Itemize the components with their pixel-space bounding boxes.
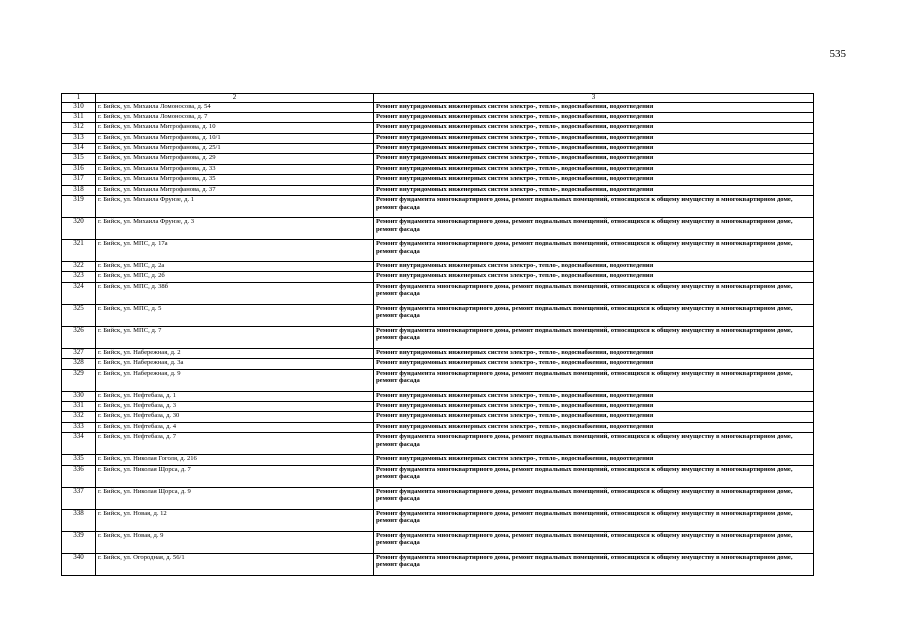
row-number-cell: 311 (62, 112, 96, 122)
row-number-cell: 328 (62, 359, 96, 369)
row-number-cell: 313 (62, 133, 96, 143)
row-number-cell: 312 (62, 123, 96, 133)
work-type-cell: Ремонт фундамента многоквартирного дома, ремонт подвальных помещений, относящихся к общему имуществу в многоквартирном доме, ремонт фасада (374, 531, 814, 553)
row-number-cell: 310 (62, 102, 96, 112)
table-row (62, 531, 814, 553)
address-cell: г. Бийск, ул. МПС, д. 2а (96, 262, 374, 272)
row-number-cell: 324 (62, 282, 96, 304)
table-header-row (62, 94, 814, 103)
row-number-cell: 332 (62, 412, 96, 422)
row-number-cell: 323 (62, 272, 96, 282)
work-type-cell: Ремонт внутридомовых инженерных систем электро-, тепло-, водоснабжения, водоотведения (374, 391, 814, 401)
work-type-cell: Ремонт фундамента многоквартирного дома, ремонт подвальных помещений, относящихся к общему имуществу в многоквартирном доме, ремонт фасада (374, 326, 814, 348)
table-row (62, 144, 814, 154)
address-cell: г. Бийск, ул. Михаила Митрофанова, д. 10 (96, 123, 374, 133)
work-type-cell: Ремонт внутридомовых инженерных систем электро-, тепло-, водоснабжения, водоотведения (374, 164, 814, 174)
address-cell: г. Бийск, ул. Михаила Фрунзе, д. 1 (96, 196, 374, 218)
address-cell: г. Бийск, ул. Нефтебаза, д. 30 (96, 412, 374, 422)
table-row (62, 509, 814, 531)
row-number-cell: 335 (62, 455, 96, 465)
work-type-cell: Ремонт фундамента многоквартирного дома, ремонт подвальных помещений, относящихся к общему имуществу в многоквартирном доме, ремонт фасада (374, 509, 814, 531)
table-row (62, 133, 814, 143)
address-cell: г. Бийск, ул. Набережная, д. 3а (96, 359, 374, 369)
work-type-cell: Ремонт фундамента многоквартирного дома, ремонт подвальных помещений, относящихся к общему имуществу в многоквартирном доме, ремонт фасада (374, 553, 814, 575)
work-type-cell: Ремонт фундамента многоквартирного дома, ремонт подвальных помещений, относящихся к общему имуществу в многоквартирном доме, ремонт фасада (374, 487, 814, 509)
address-cell: г. Бийск, ул. Новая, д. 12 (96, 509, 374, 531)
row-number-cell: 317 (62, 175, 96, 185)
work-type-cell: Ремонт фундамента многоквартирного дома, ремонт подвальных помещений, относящихся к общему имуществу в многоквартирном доме, ремонт фасада (374, 218, 814, 240)
table-row (62, 412, 814, 422)
work-type-cell: Ремонт внутридомовых инженерных систем электро-, тепло-, водоснабжения, водоотведения (374, 348, 814, 358)
address-cell: г. Бийск, ул. Михаила Митрофанова, д. 25/1 (96, 144, 374, 154)
column-header-work: 3 (374, 94, 814, 103)
work-type-cell: Ремонт внутридомовых инженерных систем электро-, тепло-, водоснабжения, водоотведения (374, 144, 814, 154)
work-type-cell: Ремонт фундамента многоквартирного дома, ремонт подвальных помещений, относящихся к общему имуществу в многоквартирном доме, ремонт фасада (374, 369, 814, 391)
repair-table-container (61, 93, 813, 576)
address-cell: г. Бийск, ул. Нефтебаза, д. 4 (96, 422, 374, 432)
repair-table (61, 93, 814, 576)
address-cell: г. Бийск, ул. МПС, д. 7 (96, 326, 374, 348)
table-row (62, 240, 814, 262)
work-type-cell: Ремонт внутридомовых инженерных систем электро-, тепло-, водоснабжения, водоотведения (374, 123, 814, 133)
page-number: 535 (829, 48, 846, 60)
row-number-cell: 339 (62, 531, 96, 553)
address-cell: г. Бийск, ул. Михаила Митрофанова, д. 37 (96, 185, 374, 195)
table-row (62, 455, 814, 465)
address-cell: г. Бийск, ул. Михаила Ломоносова, д. 54 (96, 102, 374, 112)
table-row (62, 282, 814, 304)
work-type-cell: Ремонт внутридомовых инженерных систем электро-, тепло-, водоснабжения, водоотведения (374, 412, 814, 422)
address-cell: г. Бийск, ул. Михаила Митрофанова, д. 10/1 (96, 133, 374, 143)
address-cell: г. Бийск, ул. Николая Щорса, д. 7 (96, 465, 374, 487)
table-row (62, 304, 814, 326)
address-cell: г. Бийск, ул. МПС, д. 17а (96, 240, 374, 262)
column-header-number: 1 (62, 94, 96, 103)
table-row (62, 112, 814, 122)
table-row (62, 553, 814, 575)
address-cell: г. Бийск, ул. Михаила Митрофанова, д. 29 (96, 154, 374, 164)
address-cell: г. Бийск, ул. Нефтебаза, д. 7 (96, 433, 374, 455)
row-number-cell: 318 (62, 185, 96, 195)
address-cell: г. Бийск, ул. Михаила Митрофанова, д. 35 (96, 175, 374, 185)
row-number-cell: 337 (62, 487, 96, 509)
table-row (62, 465, 814, 487)
address-cell: г. Бийск, ул. МПС, д. 2б (96, 272, 374, 282)
table-row (62, 487, 814, 509)
work-type-cell: Ремонт внутридомовых инженерных систем электро-, тепло-, водоснабжения, водоотведения (374, 401, 814, 411)
work-type-cell: Ремонт внутридомовых инженерных систем электро-, тепло-, водоснабжения, водоотведения (374, 154, 814, 164)
work-type-cell: Ремонт внутридомовых инженерных систем электро-, тепло-, водоснабжения, водоотведения (374, 359, 814, 369)
table-row (62, 433, 814, 455)
address-cell: г. Бийск, ул. Набережная, д. 2 (96, 348, 374, 358)
row-number-cell: 340 (62, 553, 96, 575)
work-type-cell: Ремонт внутридомовых инженерных систем электро-, тепло-, водоснабжения, водоотведения (374, 422, 814, 432)
work-type-cell: Ремонт внутридомовых инженерных систем электро-, тепло-, водоснабжения, водоотведения (374, 102, 814, 112)
table-row (62, 175, 814, 185)
address-cell: г. Бийск, ул. МПС, д. 38б (96, 282, 374, 304)
work-type-cell: Ремонт фундамента многоквартирного дома, ремонт подвальных помещений, относящихся к общему имуществу в многоквартирном доме, ремонт фасада (374, 304, 814, 326)
table-row (62, 326, 814, 348)
address-cell: г. Бийск, ул. Нефтебаза, д. 1 (96, 391, 374, 401)
work-type-cell: Ремонт внутридомовых инженерных систем электро-, тепло-, водоснабжения, водоотведения (374, 455, 814, 465)
table-row (62, 185, 814, 195)
table-row (62, 401, 814, 411)
table-row (62, 262, 814, 272)
row-number-cell: 314 (62, 144, 96, 154)
work-type-cell: Ремонт фундамента многоквартирного дома, ремонт подвальных помещений, относящихся к общему имуществу в многоквартирном доме, ремонт фасада (374, 282, 814, 304)
row-number-cell: 338 (62, 509, 96, 531)
work-type-cell: Ремонт фундамента многоквартирного дома, ремонт подвальных помещений, относящихся к общему имуществу в многоквартирном доме, ремонт фасада (374, 196, 814, 218)
address-cell: г. Бийск, ул. Николая Гоголя, д. 216 (96, 455, 374, 465)
row-number-cell: 325 (62, 304, 96, 326)
row-number-cell: 327 (62, 348, 96, 358)
work-type-cell: Ремонт внутридомовых инженерных систем электро-, тепло-, водоснабжения, водоотведения (374, 272, 814, 282)
table-row (62, 348, 814, 358)
table-row (62, 123, 814, 133)
work-type-cell: Ремонт внутридомовых инженерных систем электро-, тепло-, водоснабжения, водоотведения (374, 133, 814, 143)
address-cell: г. Бийск, ул. Михаила Фрунзе, д. 3 (96, 218, 374, 240)
address-cell: г. Бийск, ул. Новая, д. 9 (96, 531, 374, 553)
row-number-cell: 331 (62, 401, 96, 411)
address-cell: г. Бийск, ул. Нефтебаза, д. 3 (96, 401, 374, 411)
table-row (62, 422, 814, 432)
address-cell: г. Бийск, ул. Набережная, д. 9 (96, 369, 374, 391)
row-number-cell: 334 (62, 433, 96, 455)
work-type-cell: Ремонт фундамента многоквартирного дома, ремонт подвальных помещений, относящихся к общему имуществу в многоквартирном доме, ремонт фасада (374, 465, 814, 487)
address-cell: г. Бийск, ул. Михаила Ломоносова, д. 7 (96, 112, 374, 122)
row-number-cell: 316 (62, 164, 96, 174)
row-number-cell: 319 (62, 196, 96, 218)
table-row (62, 218, 814, 240)
row-number-cell: 326 (62, 326, 96, 348)
address-cell: г. Бийск, ул. Огородная, д. 56/1 (96, 553, 374, 575)
table-row (62, 359, 814, 369)
row-number-cell: 320 (62, 218, 96, 240)
row-number-cell: 315 (62, 154, 96, 164)
row-number-cell: 330 (62, 391, 96, 401)
table-row (62, 164, 814, 174)
work-type-cell: Ремонт фундамента многоквартирного дома, ремонт подвальных помещений, относящихся к общему имуществу в многоквартирном доме, ремонт фасада (374, 433, 814, 455)
work-type-cell: Ремонт внутридомовых инженерных систем электро-, тепло-, водоснабжения, водоотведения (374, 262, 814, 272)
table-row (62, 102, 814, 112)
table-row (62, 196, 814, 218)
column-header-address: 2 (96, 94, 374, 103)
work-type-cell: Ремонт внутридомовых инженерных систем электро-, тепло-, водоснабжения, водоотведения (374, 112, 814, 122)
row-number-cell: 333 (62, 422, 96, 432)
row-number-cell: 336 (62, 465, 96, 487)
table-body (62, 102, 814, 575)
row-number-cell: 329 (62, 369, 96, 391)
row-number-cell: 322 (62, 262, 96, 272)
work-type-cell: Ремонт внутридомовых инженерных систем электро-, тепло-, водоснабжения, водоотведения (374, 185, 814, 195)
work-type-cell: Ремонт внутридомовых инженерных систем электро-, тепло-, водоснабжения, водоотведения (374, 175, 814, 185)
table-row (62, 391, 814, 401)
table-row (62, 154, 814, 164)
table-row (62, 369, 814, 391)
address-cell: г. Бийск, ул. МПС, д. 5 (96, 304, 374, 326)
address-cell: г. Бийск, ул. Михаила Митрофанова, д. 33 (96, 164, 374, 174)
work-type-cell: Ремонт фундамента многоквартирного дома, ремонт подвальных помещений, относящихся к общему имуществу в многоквартирном доме, ремонт фасада (374, 240, 814, 262)
row-number-cell: 321 (62, 240, 96, 262)
address-cell: г. Бийск, ул. Николая Щорса, д. 9 (96, 487, 374, 509)
table-row (62, 272, 814, 282)
